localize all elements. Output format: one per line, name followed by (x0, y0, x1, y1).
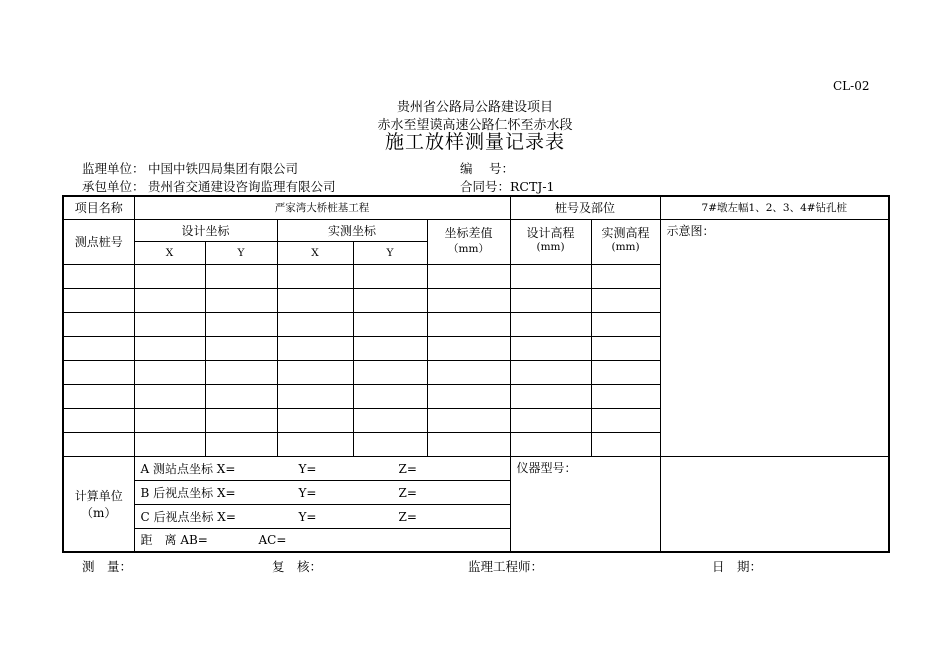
data-cell[interactable] (134, 432, 205, 456)
data-cell[interactable] (591, 312, 660, 336)
data-cell[interactable] (63, 408, 134, 432)
data-cell[interactable] (591, 336, 660, 360)
contractor-value: 贵州省交通建设咨询监理有限公司 (148, 179, 336, 194)
pile-value: 7#墩左幅1、2、3、4#钻孔桩 (660, 196, 889, 219)
number-label: 编 号： (460, 161, 514, 176)
data-cell[interactable] (353, 432, 427, 456)
point-label: 测点桩号 (63, 219, 134, 264)
data-cell[interactable] (205, 336, 277, 360)
review-signature: 复 核： (272, 559, 323, 574)
project-name-value: 严家湾大桥桩基工程 (134, 196, 510, 219)
data-cell[interactable] (205, 384, 277, 408)
data-cell[interactable] (134, 288, 205, 312)
design-y-header: Y (205, 241, 277, 264)
backsight-b-row[interactable]: B 后视点坐标 X= Y= Z= (134, 480, 510, 504)
data-cell[interactable] (63, 432, 134, 456)
data-cell[interactable] (510, 384, 591, 408)
data-cell[interactable] (277, 288, 353, 312)
form-code: CL-02 (833, 79, 870, 93)
design-x-header: X (134, 241, 205, 264)
data-cell[interactable] (510, 336, 591, 360)
contract-label: 合同号：RCTJ-1 (460, 179, 555, 194)
data-cell[interactable] (134, 312, 205, 336)
data-cell[interactable] (510, 432, 591, 456)
data-cell[interactable] (427, 288, 510, 312)
data-cell[interactable] (205, 408, 277, 432)
data-cell[interactable] (277, 312, 353, 336)
data-cell[interactable] (63, 384, 134, 408)
survey-record-table (62, 195, 890, 553)
data-cell[interactable] (63, 360, 134, 384)
data-cell[interactable] (510, 408, 591, 432)
data-cell[interactable] (591, 384, 660, 408)
data-cell[interactable] (591, 432, 660, 456)
data-cell[interactable] (134, 336, 205, 360)
data-cell[interactable] (510, 264, 591, 288)
design-elev-header: 设计高程 (mm) (510, 219, 591, 264)
data-cell[interactable] (353, 408, 427, 432)
data-cell[interactable] (353, 288, 427, 312)
data-cell[interactable] (205, 312, 277, 336)
backsight-c-row[interactable]: C 后视点坐标 X= Y= Z= (134, 504, 510, 528)
data-cell[interactable] (277, 360, 353, 384)
form-title: 施工放样测量记录表 (384, 131, 565, 153)
data-cell[interactable] (205, 360, 277, 384)
engineer-signature: 监理工程师： (468, 559, 544, 574)
data-cell[interactable] (134, 264, 205, 288)
data-cell[interactable] (353, 384, 427, 408)
data-cell[interactable] (205, 264, 277, 288)
data-cell[interactable] (277, 336, 353, 360)
data-cell[interactable] (353, 336, 427, 360)
data-cell[interactable] (510, 312, 591, 336)
data-cell[interactable] (134, 408, 205, 432)
data-cell[interactable] (510, 360, 591, 384)
date-field: 日 期： (712, 559, 763, 574)
pile-label: 桩号及部位 (510, 196, 660, 219)
supervisor-value: 中国中铁四局集团有限公司 (148, 161, 299, 176)
data-cell[interactable] (277, 384, 353, 408)
data-cell[interactable] (63, 312, 134, 336)
data-cell[interactable] (277, 432, 353, 456)
station-point-row[interactable]: A 测站点坐标 X= Y= Z= (134, 456, 510, 480)
data-cell[interactable] (205, 432, 277, 456)
data-cell[interactable] (353, 312, 427, 336)
data-cell[interactable] (63, 288, 134, 312)
data-cell[interactable] (353, 264, 427, 288)
section-title: 赤水至望谟高速公路仁怀至赤水段 (377, 118, 573, 133)
data-cell[interactable] (134, 384, 205, 408)
data-cell[interactable] (591, 264, 660, 288)
data-cell[interactable] (427, 432, 510, 456)
sketch-area[interactable]: 示意图： (660, 219, 889, 456)
design-coord-header: 设计坐标 (134, 219, 277, 241)
contractor-label: 承包单位： (82, 179, 145, 194)
data-cell[interactable] (427, 384, 510, 408)
data-cell[interactable] (427, 408, 510, 432)
survey-signature: 测 量： (82, 559, 133, 574)
data-cell[interactable] (591, 408, 660, 432)
data-cell[interactable] (591, 360, 660, 384)
data-cell[interactable] (427, 336, 510, 360)
supervisor-label: 监理单位： (82, 161, 145, 176)
distance-row[interactable]: 距 离 AB= AC= (134, 528, 510, 552)
data-cell[interactable] (134, 360, 205, 384)
actual-y-header: Y (353, 241, 427, 264)
data-cell[interactable] (427, 312, 510, 336)
data-cell[interactable] (353, 360, 427, 384)
data-cell[interactable] (427, 360, 510, 384)
data-cell[interactable] (591, 288, 660, 312)
data-cell[interactable] (277, 408, 353, 432)
coord-diff-header: 坐标差值 （mm） (427, 219, 510, 264)
data-cell[interactable] (63, 336, 134, 360)
instrument-model[interactable]: 仪器型号： (510, 456, 660, 552)
project-title: 贵州省公路局公路建设项目 (396, 100, 553, 115)
sketch-lower[interactable] (660, 456, 889, 552)
calc-unit-label: 计算单位 （m） (63, 456, 134, 552)
data-cell[interactable] (63, 264, 134, 288)
data-cell[interactable] (277, 264, 353, 288)
project-name-label: 项目名称 (63, 196, 134, 219)
actual-elev-header: 实测高程 (mm) (591, 219, 660, 264)
data-cell[interactable] (427, 264, 510, 288)
actual-x-header: X (277, 241, 353, 264)
data-cell[interactable] (205, 288, 277, 312)
data-cell[interactable] (510, 288, 591, 312)
actual-coord-header: 实测坐标 (277, 219, 427, 241)
